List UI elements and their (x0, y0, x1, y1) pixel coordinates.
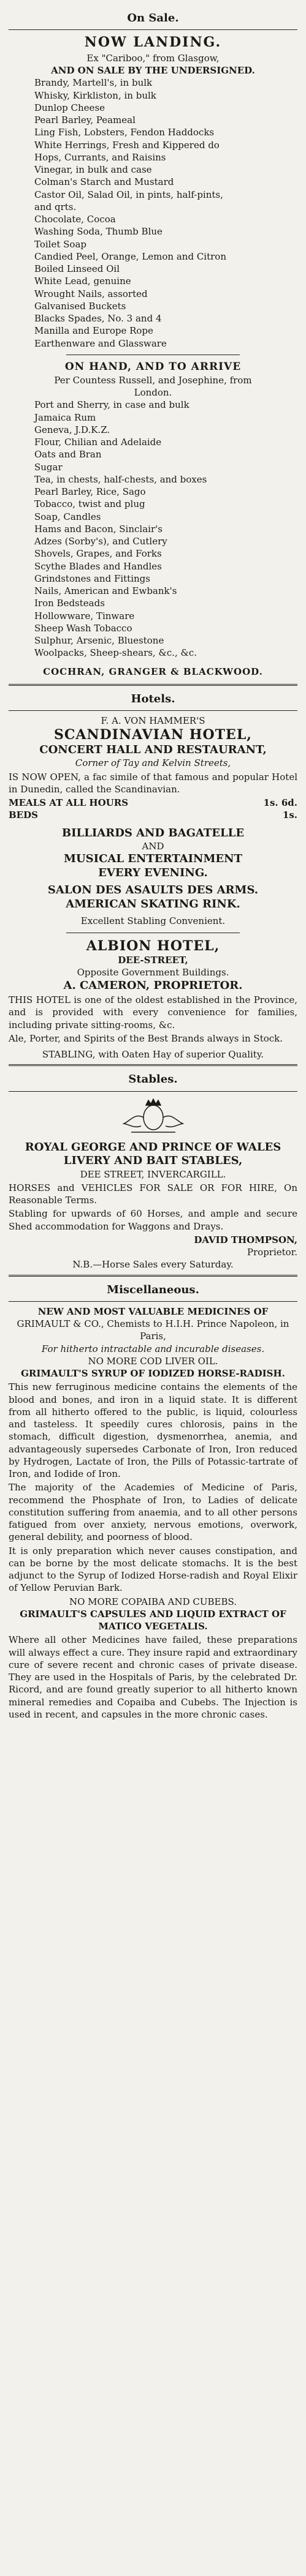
rate-label: MEALS AT ALL HOURS (9, 797, 129, 809)
section-heading-hotels: Hotels. (131, 692, 175, 705)
grimault-paragraph: It is only preparation which never causes constipation, and can be borne by the most delicate stomachs. It is the best adjunct to the Syrup of Iodized Horse-radish and Royal Elixir of Yellow Peruvian Bark. (9, 1545, 297, 1594)
list-item: Dunlop Cheese (34, 102, 105, 113)
amenity-line: EVERY EVENING. (98, 866, 208, 879)
list-item: Tea, in chests, half-chests, and boxes (34, 473, 207, 485)
ad-headline: NOW LANDING. (84, 34, 222, 51)
rate-price: 1s. (282, 809, 297, 821)
list-item: Candied Peel, Orange, Lemon and Citron (34, 250, 226, 262)
rate-label: BEDS (9, 809, 38, 821)
list-item: Washing Soda, Thumb Blue (34, 226, 163, 238)
ad-albion-hotel (9, 938, 297, 1061)
divider (9, 1301, 297, 1302)
rate-row-meals (9, 797, 297, 809)
grimault-no-copaiba: NO MORE COPAIBA AND CUBEBS. (69, 1596, 237, 1607)
list-item: Shovels, Grapes, and Forks (34, 548, 162, 560)
list-item: Flour, Chilian and Adelaide (34, 437, 162, 448)
divider (9, 29, 297, 30)
rate-price: 1s. 6d. (263, 797, 297, 809)
list-item: Adzes (Sorby's), and Cutlery (34, 536, 167, 547)
list-item: Port and Sherry, in case and bulk (34, 399, 189, 411)
ad-royal-george-stables (9, 1097, 297, 1271)
grimault-paragraph: The majority of the Academies of Medicine of Paris, recommend the Phosphate of Iron, to Ladies of delicate constitution suffering from anaemia, and to all other persons fatigued from over anxiety, nervous emotions, overwork, general debility, and poorness of blood. (9, 1482, 297, 1543)
list-item: Woolpacks, Sheep-shears, &c., &c. (34, 647, 197, 659)
section-heading-stables: Stables. (128, 1073, 178, 1086)
hotel-body-2: Ale, Porter, and Spirits of the Best Brands always in Stock. (9, 1032, 283, 1044)
list-item: Castor Oil, Salad Oil, in pints, half-pints, (34, 189, 223, 200)
ad-on-hand (9, 360, 297, 678)
list-item: Grindstones and Fittings (34, 573, 150, 584)
hotel-address: Corner of Tay and Kelvin Streets, (75, 757, 231, 769)
amenity-line: MUSICAL ENTERTAINMENT (64, 852, 242, 866)
hotel-name: ALBION HOTEL, (86, 937, 220, 954)
list-item: Chocolate, Cocoa (34, 214, 116, 225)
list-item: Hams and Bacon, Sinclair's (34, 523, 163, 535)
list-item: Manilla and Europe Rope (34, 325, 153, 337)
hotel-proprietor: A. CAMERON, PROPRIETOR. (63, 978, 243, 992)
list-item: Iron Bedsteads (34, 598, 105, 609)
hotel-footer: STABLING, with Oaten Hay of superior Quality. (42, 1049, 264, 1060)
hotel-name: SCANDINAVIAN HOTEL, (54, 727, 252, 743)
hotel-street: DEE-STREET, (118, 955, 188, 966)
list-item: Scythe Blades and Handles (34, 560, 162, 572)
divider (9, 684, 297, 686)
list-item: Blacks Spades, No. 3 and 4 (34, 313, 162, 325)
list-item: Soap, Candles (34, 511, 101, 522)
grimault-capsules-title: GRIMAULT'S CAPSULES AND LIQUID EXTRACT OF MATICO VEGETALIS. (20, 1608, 286, 1632)
amenity-line: AMERICAN SKATING RINK. (66, 897, 240, 911)
list-item: Ling Fish, Lobsters, Fendon Haddocks (34, 127, 215, 138)
item-list (9, 399, 297, 659)
list-item: Hops, Currants, and Raisins (34, 151, 166, 163)
grimault-paragraph: This new ferruginous medicine contains the elements of the blood and bones, and iron in a liquid state. It is different from all hitherto offered to the public, is liquid, colourless and tasteless. It speedily cures chlorosis, pains in the stomach, difficult digestion, dysmenorrhea, anemia, and advantageously supersedes Carbonate of Iron, Iron reduced by Hydrogen, Lactate of Iron, the Pills of Potassic-tartrate of Iron, and Iodide of Iron. (9, 1381, 297, 1480)
merchant-signature: COCHRAN, GRANGER & BLACKWOOD. (43, 666, 263, 677)
list-item: Geneva, J.D.K.Z. (34, 424, 110, 435)
ad-ship-line: Ex "Cariboo," from Glasgow, (86, 52, 220, 64)
stable-role: Proprietor. (247, 1247, 297, 1258)
list-item: Sheep Wash Tobacco (34, 622, 132, 634)
list-item: Galvanised Buckets (34, 300, 126, 312)
list-item: White Herrings, Fresh and Kippered do (34, 139, 220, 151)
list-item: Nails, American and Ewbank's (34, 585, 177, 597)
list-item: Oats and Bran (34, 449, 102, 460)
list-item: Pearl Barley, Peameal (34, 115, 136, 126)
hotel-footer: Excellent Stabling Convenient. (80, 915, 226, 927)
list-item: Vinegar, in bulk and case (34, 164, 152, 176)
grimault-no-cod: NO MORE COD LIVER OIL. (88, 1355, 218, 1367)
list-item: Tobacco, twist and plug (34, 498, 145, 510)
ad-scandinavian-hotel (9, 715, 297, 927)
list-item: White Lead, genuine (34, 276, 131, 287)
stable-title: ROYAL GEORGE AND PRINCE OF WALES LIVERY AND BAIT STABLES, (25, 1140, 281, 1168)
amenity-line: SALON DES ASAULTS DES ARMS. (47, 884, 259, 897)
grimault-paragraph: Where all other Medicines have failed, these preparations will always effect a cure. They insure rapid and extraordinary cure of severe recent and chronic cases of private disease. They are used in the Hospitals of Paris, by the celebrated Dr. Ricord, and are found greatly superior to all hitherto known mineral remedies and Copaiba and Cubebs. The Injection is used in recent, and capsules in the more chronic cases. (9, 1634, 297, 1720)
list-item: Boiled Linseed Oil (34, 263, 120, 275)
grimault-headline: NEW AND MOST VALUABLE MEDICINES OF (37, 1305, 269, 1317)
list-item: Brandy, Martell's, in bulk (34, 77, 153, 89)
hotel-proprietor: F. A. VON HAMMER'S (101, 715, 205, 727)
list-item: and qrts. (34, 201, 77, 212)
list-item: Jamaica Rum (34, 411, 96, 423)
hotel-body: THIS HOTEL is one of the oldest established in the Province, and is provided with every convenience for families, including private sitting-rooms, &c. (9, 994, 297, 1031)
list-item: Whisky, Kirkliston, in bulk (34, 89, 156, 101)
ad-grimault (9, 1305, 297, 1721)
list-item: Hollowware, Tinware (34, 610, 135, 621)
divider (9, 1275, 297, 1277)
list-item: Sugar (34, 461, 63, 473)
grimault-syrup-title: GRIMAULT'S SYRUP OF IODIZED HORSE-RADISH. (21, 1368, 285, 1380)
stable-body: HORSES and VEHICLES FOR SALE OR FOR HIRE, On Reasonable Terms. (9, 1182, 297, 1206)
stable-address: DEE STREET, INVERCARGILL. (80, 1168, 226, 1180)
hotel-subtitle: CONCERT HALL AND RESTAURANT, (39, 743, 267, 756)
list-item: Colman's Starch and Mustard (34, 176, 174, 188)
ad-now-landing (9, 34, 297, 350)
divider (9, 710, 297, 711)
ad-ship-line: Per Countess Russell, and Josephine, from (54, 374, 252, 386)
hotel-body: IS NOW OPEN, a fac simile of that famous and popular Hotel in Dunedin, called the Scandinavian. (9, 771, 297, 795)
grimault-tagline: For hitherto intractable and incurable diseases. (41, 1343, 265, 1354)
section-heading-on-sale: On Sale. (127, 12, 179, 24)
amenity-line: AND (142, 841, 164, 852)
list-item: Earthenware and Glassware (34, 337, 167, 349)
rate-row-beds (9, 809, 297, 821)
divider (9, 1064, 297, 1066)
divider (9, 1091, 297, 1092)
list-item: Wrought Nails, assorted (34, 288, 148, 299)
list-item: Toilet Soap (34, 238, 86, 250)
grimault-company: GRIMAULT & CO., Chemists to H.I.H. Prince Napoleon, in Paris, (17, 1318, 289, 1342)
stable-note: N.B.—Horse Sales every Saturday. (72, 1259, 234, 1271)
hotel-opposite: Opposite Government Buildings. (77, 967, 229, 978)
ad-sale-line: AND ON SALE BY THE UNDERSIGNED. (51, 65, 255, 77)
amenity-line: BILLIARDS AND BAGATELLE (61, 826, 245, 839)
stable-signature: DAVID THOMPSON, (194, 1234, 297, 1245)
ad-headline: ON HAND, AND TO ARRIVE (64, 360, 242, 373)
stable-body-2: Stabling for upwards of 60 Horses, and ample and secure Shed accommodation for Waggons and Drays. (9, 1208, 297, 1232)
list-item: Pearl Barley, Rice, Sago (34, 486, 146, 498)
section-heading-miscellaneous: Miscellaneous. (107, 1283, 199, 1296)
royal-crest-icon (117, 1097, 190, 1136)
list-item: Sulphur, Arsenic, Bluestone (34, 635, 164, 647)
ad-ship-line-2: London. (134, 387, 172, 399)
item-list (9, 77, 297, 350)
